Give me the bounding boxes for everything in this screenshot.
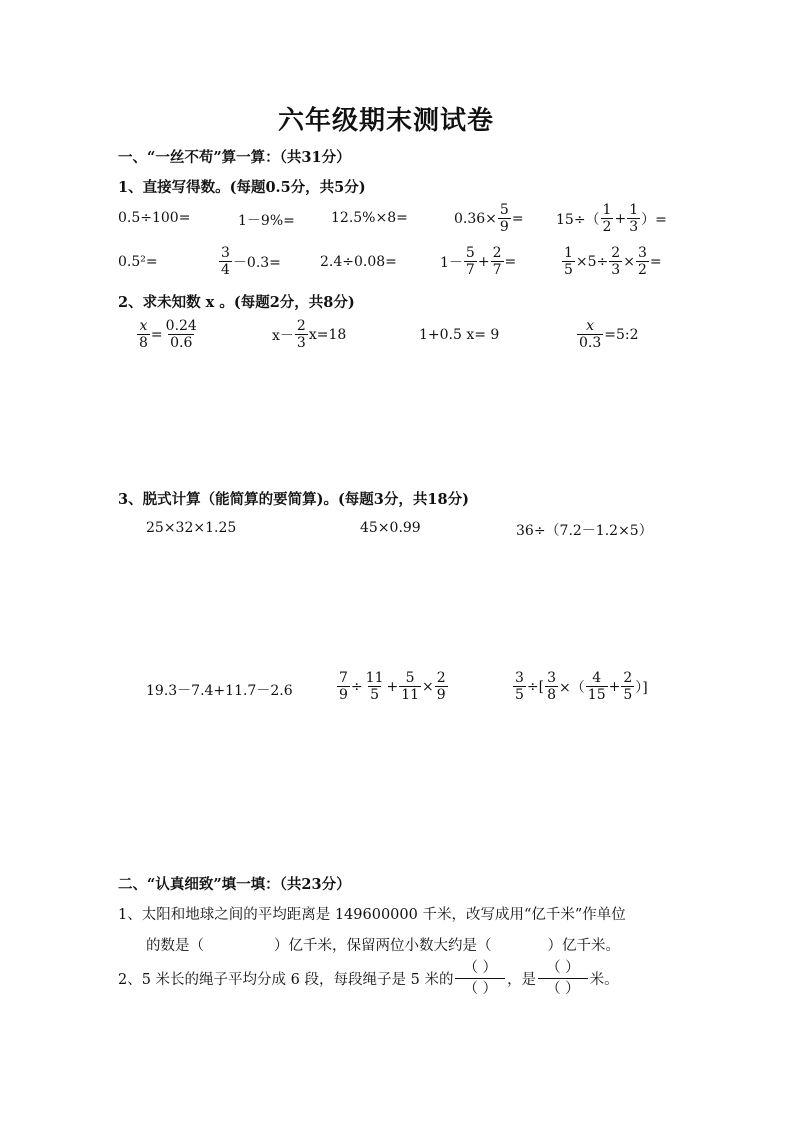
p2-q2: 2、5 米长的绳子平均分成 6 段，每段绳子是 5 米的 $\frac{( )}{( )}$ ，是 $\frac{( )}{( )}$ 米。 — [118, 958, 619, 1000]
fraction: $\frac{3}{2}$ — [637, 245, 647, 279]
fraction: $\frac{2}{5}$ — [623, 670, 633, 704]
q1-r1-c: 12.5%×8= — [331, 210, 408, 226]
q1-r2-e: $\frac{1}{5}$ ×5÷ $\frac{2}{3}$ × $\frac{3}{2}$ = — [564, 245, 662, 279]
q3-f: $\frac{3}{5}$ ÷[ $\frac{3}{8}$ ×（ $\frac{4}{15}$ + $\frac{2}{5}$ ）] — [515, 670, 648, 704]
fraction: $\frac{1}{3}$ — [629, 202, 639, 236]
q1-r1-d-pre: 0.36× — [454, 210, 497, 227]
q2-a: $\frac{x}{8}$ = $\frac{0.24}{0.6}$ — [139, 318, 197, 352]
q1-r2-a: 0.5²= — [118, 254, 158, 270]
q1-r1-b: 1－9%= — [238, 213, 295, 229]
answer-fraction[interactable]: $\frac{( )}{( )}$ — [538, 958, 588, 1000]
q1-r1-d: 0.36× $\frac{5}{9}$ = — [454, 202, 524, 236]
q1-r2-c: 2.4÷0.08= — [320, 254, 397, 270]
part2-heading: 二、“认真细致”填一填：（共23分） — [118, 876, 351, 893]
fraction: $\frac{2}{3}$ — [611, 245, 621, 279]
part1-heading: 一、“一丝不苟”算一算：（共31分） — [118, 149, 351, 166]
fraction: $\frac{5}{7}$ — [465, 245, 475, 279]
fraction: $\frac{2}{9}$ — [436, 670, 446, 704]
q3-c: 36÷（7.2－1.2×5） — [516, 523, 653, 539]
q3-b: 45×0.99 — [360, 520, 421, 536]
answer-fraction[interactable]: $\frac{( )}{( )}$ — [455, 958, 505, 1000]
q1-r2-b: $\frac{3}{4}$ －0.3= — [221, 245, 281, 279]
fraction: $\frac{5}{9}$ — [499, 202, 509, 236]
page-title: 六年级期末测试卷 — [278, 106, 495, 136]
q2-heading: 2、求未知数 x 。(每题2分，共8分) — [118, 294, 355, 311]
q3-e: $\frac{7}{9}$ ÷ $\frac{11}{5}$ + $\frac{5}{11}$ × $\frac{2}{9}$ — [339, 670, 446, 704]
q1-r1-a: 0.5÷100= — [118, 210, 191, 226]
fraction: $\frac{x}{0.3}$ — [579, 318, 602, 352]
p2-q1-line2: 的数是（ ）亿千米，保留两位小数大约是（ ）亿千米。 — [146, 938, 620, 954]
q3-d: 19.3－7.4+11.7－2.6 — [146, 683, 293, 699]
fraction: $\frac{11}{5}$ — [365, 670, 384, 704]
q1-r1-e: 15÷（ $\frac{1}{2}$ + $\frac{1}{3}$ ）= — [556, 202, 667, 236]
q3-heading: 3、脱式计算（能简算的要简算)。(每题3分，共18分) — [118, 491, 469, 508]
p2-q1-line1: 1、太阳和地球之间的平均距离是 149600000 千米，改写成用“亿千米”作单位 — [118, 907, 626, 923]
fraction: $\frac{1}{2}$ — [602, 202, 612, 236]
q3-a: 25×32×1.25 — [146, 520, 237, 536]
fraction: $\frac{2}{7}$ — [492, 245, 502, 279]
q2-b: x－ $\frac{2}{3}$ x=18 — [272, 318, 347, 352]
fraction: $\frac{3}{4}$ — [221, 245, 230, 279]
q2-d: $\frac{x}{0.3}$ =5:2 — [579, 318, 639, 352]
fraction: $\frac{x}{8}$ — [139, 318, 148, 352]
fraction: $\frac{3}{8}$ — [547, 670, 557, 704]
q1-r2-d: 1－ $\frac{5}{7}$ + $\frac{2}{7}$ = — [440, 245, 517, 279]
q2-c: 1+0.5 x= 9 — [419, 327, 500, 343]
fraction: $\frac{7}{9}$ — [339, 670, 348, 704]
fraction: $\frac{0.24}{0.6}$ — [165, 318, 197, 352]
fraction: $\frac{2}{3}$ — [296, 318, 306, 352]
fraction: $\frac{5}{11}$ — [401, 670, 420, 704]
q1-heading: 1、直接写得数。(每题0.5分，共5分) — [118, 179, 366, 196]
fraction: $\frac{3}{5}$ — [515, 670, 524, 704]
fraction: $\frac{4}{15}$ — [587, 670, 606, 704]
fraction: $\frac{1}{5}$ — [564, 245, 573, 279]
